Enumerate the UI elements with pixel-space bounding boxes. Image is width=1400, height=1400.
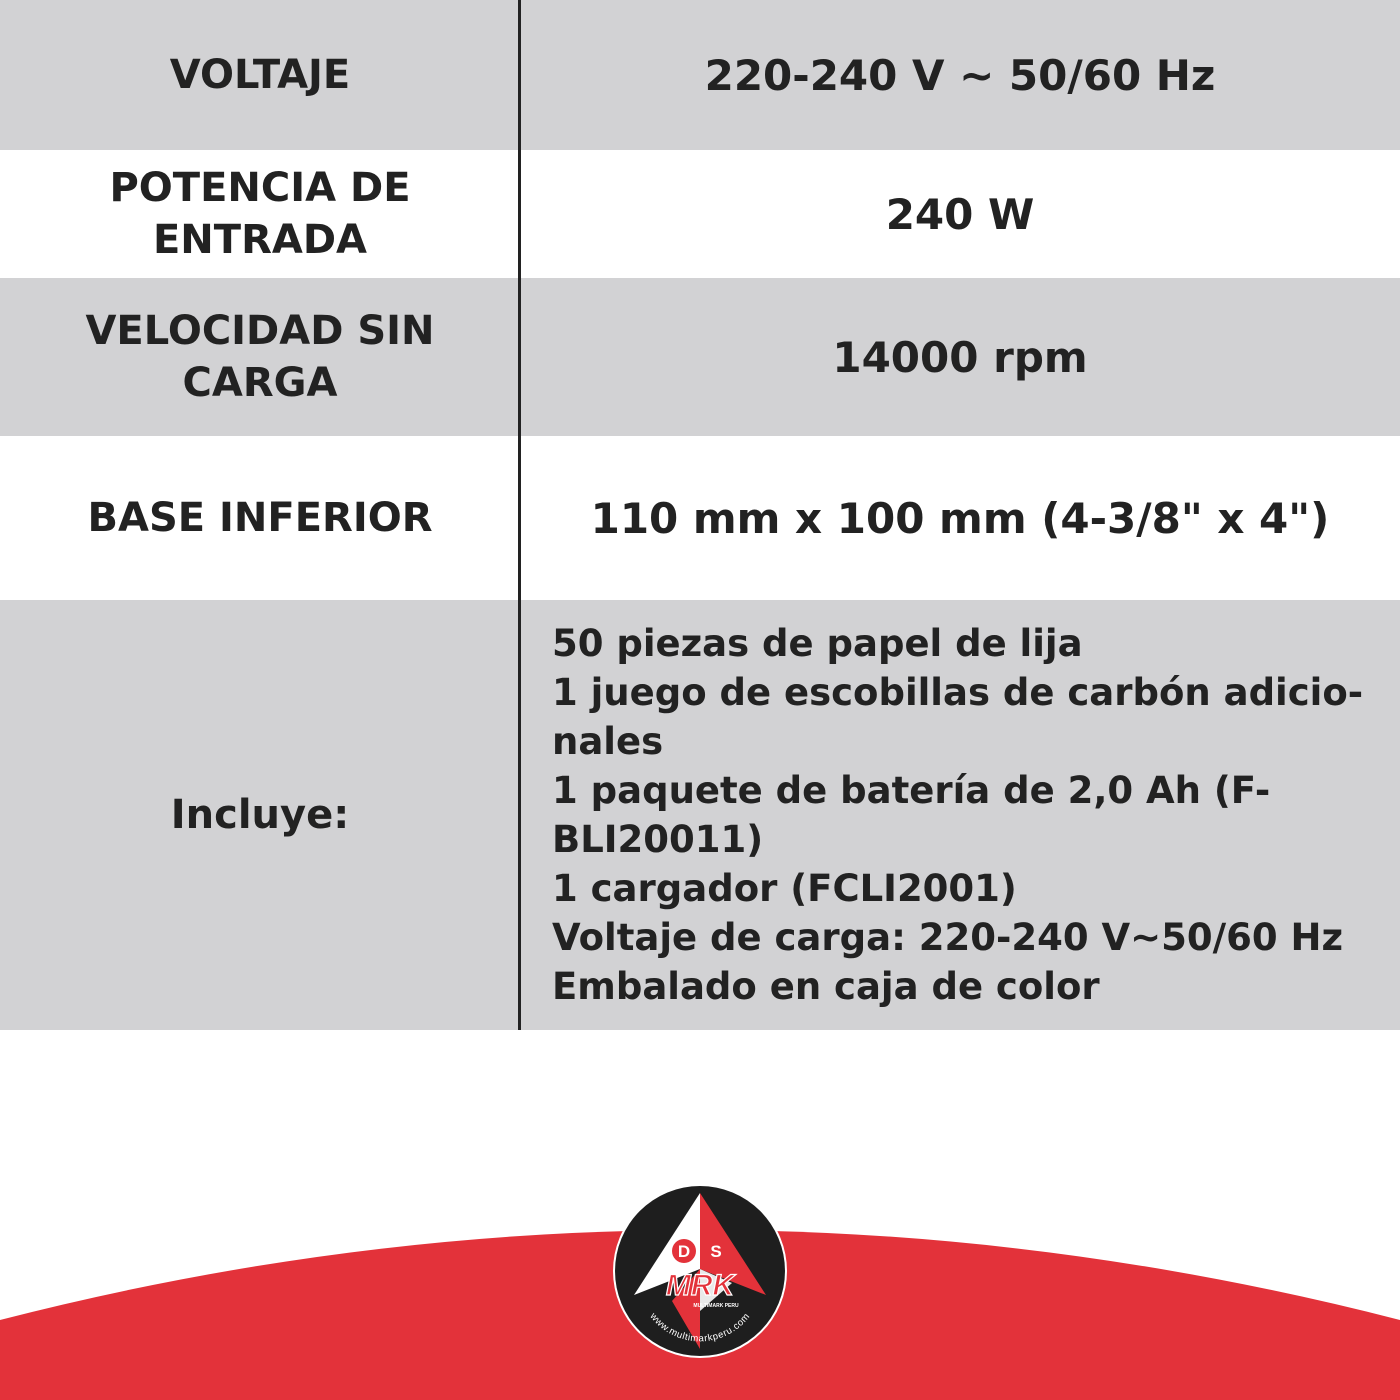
includes-item: BLI20011) — [552, 818, 764, 861]
logo-url: www.multimarkperu.com — [647, 1310, 753, 1345]
includes-item: 1 paquete de batería de 2,0 Ah (F- — [552, 769, 1271, 812]
logo-brand: MRK — [665, 1269, 735, 1302]
spec-label — [0, 0, 520, 150]
spec-value: 14000 rpm — [832, 332, 1088, 382]
spec-value: 240 W — [885, 189, 1035, 239]
column-divider — [518, 0, 521, 1030]
multimark-logo — [612, 1183, 788, 1359]
spec-label-line: POTENCIA DE — [109, 165, 411, 211]
spec-row-velocidad — [0, 278, 1400, 436]
includes-label: Incluye: — [170, 792, 350, 838]
includes-item: Voltaje de carga: 220-240 V~50/60 Hz — [552, 916, 1343, 959]
includes-item: 50 piezas de papel de lija — [552, 622, 1083, 665]
includes-item: Embalado en caja de color — [552, 965, 1100, 1008]
spec-label — [0, 278, 520, 436]
spec-label-line: ENTRADA — [152, 217, 367, 263]
logo-letter-d: D — [677, 1242, 691, 1261]
includes-list — [520, 600, 1400, 1030]
spec-value: 110 mm x 100 mm (4-3/8" x 4") — [590, 493, 1330, 543]
spec-label-line: VOLTAJE — [169, 52, 351, 98]
logo-letter-s: S — [710, 1242, 722, 1261]
includes-item: 1 juego de escobillas de carbón adicio- — [552, 671, 1364, 714]
spec-label-line: CARGA — [182, 360, 338, 406]
spec-row-base — [0, 436, 1400, 600]
spec-value: 220-240 V ~ 50/60 Hz — [704, 50, 1216, 100]
spec-label — [0, 436, 520, 600]
spec-label-line: BASE INFERIOR — [87, 495, 433, 541]
includes-item: nales — [552, 720, 664, 763]
spec-row-voltaje — [0, 0, 1400, 150]
spec-row-incluye — [0, 600, 1400, 1030]
spec-label-line: VELOCIDAD SIN — [85, 308, 435, 354]
includes-item: 1 cargador (FCLI2001) — [552, 867, 1017, 910]
logo-tagline: MULTIMARK PERU — [693, 1303, 739, 1309]
spec-row-potencia — [0, 150, 1400, 278]
spec-label — [0, 150, 520, 278]
